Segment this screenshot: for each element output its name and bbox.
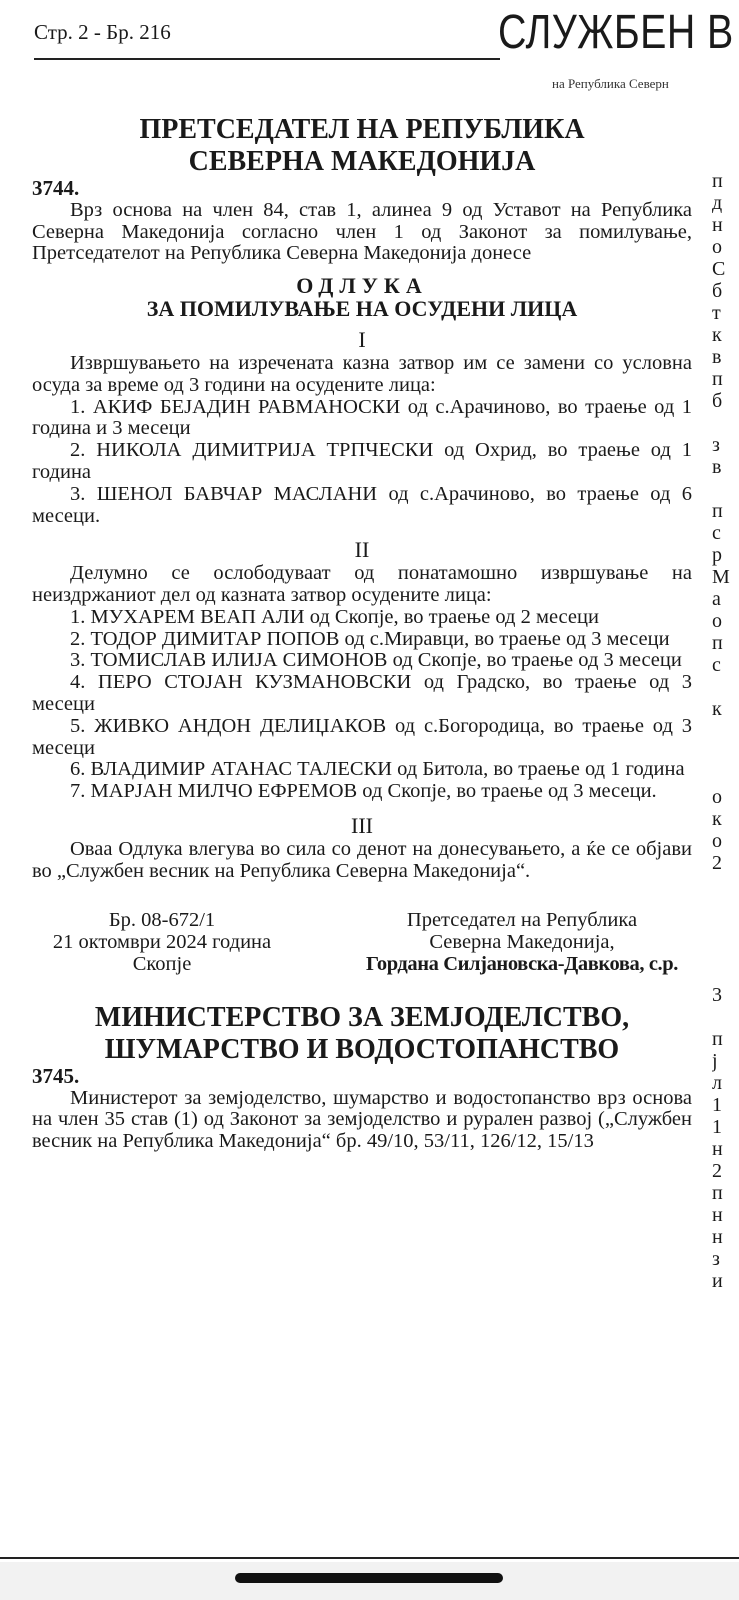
list-item: 2. НИКОЛА ДИМИТРИЈА ТРПЧЕСКИ од Охрид, во траење од 1 година <box>32 439 692 483</box>
header-rule <box>34 58 500 60</box>
right-column-fragment: о <box>712 236 722 258</box>
right-column-fragment: к <box>712 808 722 830</box>
decision-subtitle: ЗА ПОМИЛУВАЊЕ НА ОСУДЕНИ ЛИЦА <box>146 296 578 322</box>
right-column-fragment <box>712 742 739 764</box>
right-column-fragment <box>712 676 739 698</box>
part-numeral: I <box>358 327 366 353</box>
right-column-fragment: и <box>712 1270 723 1292</box>
act-number: 3744. <box>32 176 80 200</box>
right-column-fragment <box>712 412 739 434</box>
right-column-fragment <box>712 940 739 962</box>
right-column-fragment: в <box>712 456 722 478</box>
right-column-fragment: б <box>712 280 723 302</box>
right-column-fragment: п <box>712 368 723 390</box>
decision-title: ОДЛУКА <box>296 273 428 299</box>
office-line: Северна Македонија, <box>429 931 615 954</box>
right-column-fragment: н <box>712 214 723 236</box>
right-column-fragment: о <box>712 786 722 808</box>
list-item: 2. ТОДОР ДИМИТАР ПОПОВ од с.Миравци, во траење од 3 месеци <box>70 627 670 650</box>
right-column-fragment <box>712 764 739 786</box>
right-column-fragment: н <box>712 1226 723 1248</box>
ministry-paragraph: Министерот за земјоделство, шумарство и водостопанство врз основа на член 35 став (1) од Законот за земјоделство и рурален развој („Службен весник на Република Македонија“ бр. 49/10, 53/11, 126/12, 15/13 <box>32 1086 692 1153</box>
list-item: 3. ТОМИСЛАВ ИЛИЈА СИМОНОВ од Скопје, во траење од 3 месеци <box>70 649 682 672</box>
right-column-fragment: к <box>712 324 722 346</box>
section-heading-president: ПРЕТСЕДАТЕЛ НА РЕПУБЛИКА СЕВЕРНА МАКЕДОНИЈА <box>139 114 585 177</box>
right-column-fragment: з <box>712 434 720 456</box>
right-column-fragment: М <box>712 566 730 588</box>
right-column-fragment: 2 <box>712 852 722 874</box>
right-column-fragment: р <box>712 544 722 566</box>
reference-number: Бр. 08-672/1 <box>108 909 216 932</box>
right-column-fragment: б <box>712 390 723 412</box>
list-item: 7. МАРЈАН МИЛЧО ЕФРЕМОВ од Скопје, во траење од 3 месеци. <box>70 780 657 803</box>
right-column-fragment <box>712 478 739 500</box>
right-column-fragment: о <box>712 610 722 632</box>
list-item: 4. ПЕРО СТОЈАН КУЗМАНОВСКИ од Градско, во траење од 3 месеци <box>32 671 692 715</box>
part-text: Оваа Одлука влегува во сила со денот на донесувањето, а ќе се објави во „Службен весник на Република Северна Македонија“. <box>32 837 692 882</box>
pardon-list <box>32 397 692 528</box>
section-heading-ministry: МИНИСТЕРСТВО ЗА ЗЕМЈОДЕЛСТВО, ШУМАРСТВО И ВОДОСТОПАНСТВО <box>94 1001 630 1065</box>
right-column-fragment: в <box>712 346 722 368</box>
right-column-fragment: 3 <box>712 984 722 1006</box>
decision-date: 21 октомври 2024 година <box>52 931 272 954</box>
right-column-fragment: д <box>712 192 723 214</box>
right-column-fragment: п <box>712 170 723 192</box>
right-column-fragment <box>712 896 739 918</box>
right-column-fragment: к <box>712 698 722 720</box>
list-item: 5. ЖИВКО АНДОН ДЕЛИЏАКОВ од с.Богородица, во траење од 3 месеци <box>32 714 692 759</box>
intro-paragraph: Врз основа на член 84, став 1, алинеа 9 од Уставот на Република Северна Македонија согласно член 1 од Законот за помилување, Претседателот на Република Северна Македонија донесе <box>32 198 692 265</box>
right-column-fragment: с <box>712 522 721 544</box>
right-column-fragment: н <box>712 1138 723 1160</box>
right-column-fragment: С <box>712 258 726 280</box>
right-column-fragment: з <box>712 1248 720 1270</box>
decision-city: Скопје <box>132 952 192 975</box>
gazette-subtitle: на Република Северн <box>552 76 669 91</box>
right-column-fragment: 1 <box>712 1094 722 1116</box>
right-column-fragment: л <box>712 1072 722 1094</box>
office-line: Претседател на Република <box>406 909 638 932</box>
right-column-fragment: т <box>712 302 721 324</box>
right-column-fragment <box>712 918 739 940</box>
right-column-fragment <box>712 874 739 896</box>
right-column-fragment <box>712 962 739 984</box>
footer-rule <box>0 1557 739 1559</box>
right-column-fragment: н <box>712 1204 723 1226</box>
right-column-fragment: ј <box>712 1050 718 1072</box>
right-column-fragment: с <box>712 654 721 676</box>
right-column-fragment <box>712 720 739 742</box>
part-text: Делумно се ослободуваат од понатамошно извршување на неиздржаниот дел од казната затвор осудените лица: <box>32 562 692 606</box>
right-column-clipped <box>712 170 739 1292</box>
right-column-fragment: п <box>712 632 723 654</box>
list-item: 1. МУХАРЕМ ВЕАП АЛИ од Скопје, во траење од 2 месеци <box>70 605 599 628</box>
list-item: 1. АКИФ БЕЈАДИН РАВМАНОСКИ од с.Арачиново, во траење од 1 година и 3 месеци <box>32 395 692 440</box>
gazette-title: СЛУЖБЕН В <box>498 6 734 59</box>
page-number: Стр. 2 - Бр. 216 <box>34 20 171 44</box>
right-column-fragment: 2 <box>712 1160 722 1182</box>
right-column-fragment: п <box>712 1028 723 1050</box>
part-numeral: III <box>351 812 373 838</box>
act-number: 3745. <box>32 1063 80 1088</box>
main-column <box>32 108 692 1153</box>
list-item: 3. ШЕНОЛ БАВЧАР МАСЛАНИ од с.Арачиново, во траење од 6 месеци. <box>32 482 692 527</box>
signature-block <box>32 910 692 975</box>
list-item: 6. ВЛАДИМИР АТАНАС ТАЛЕСКИ од Битола, во траење од 1 година <box>70 758 685 781</box>
release-list <box>32 607 692 803</box>
right-column-fragment: о <box>712 830 722 852</box>
right-column-fragment: а <box>712 588 721 610</box>
right-column-fragment <box>712 1006 739 1028</box>
part-numeral: II <box>354 537 370 563</box>
signer-name: Гордана Силјановска-Давкова, с.р. <box>366 952 678 975</box>
right-column-fragment: п <box>712 500 723 522</box>
right-column-fragment: п <box>712 1182 723 1204</box>
home-indicator[interactable] <box>235 1573 503 1583</box>
right-column-fragment: 1 <box>712 1116 722 1138</box>
part-text: Извршувањето на изречената казна затвор им се замени со условна осуда за време од 3 години на осудените лица: <box>32 351 692 396</box>
